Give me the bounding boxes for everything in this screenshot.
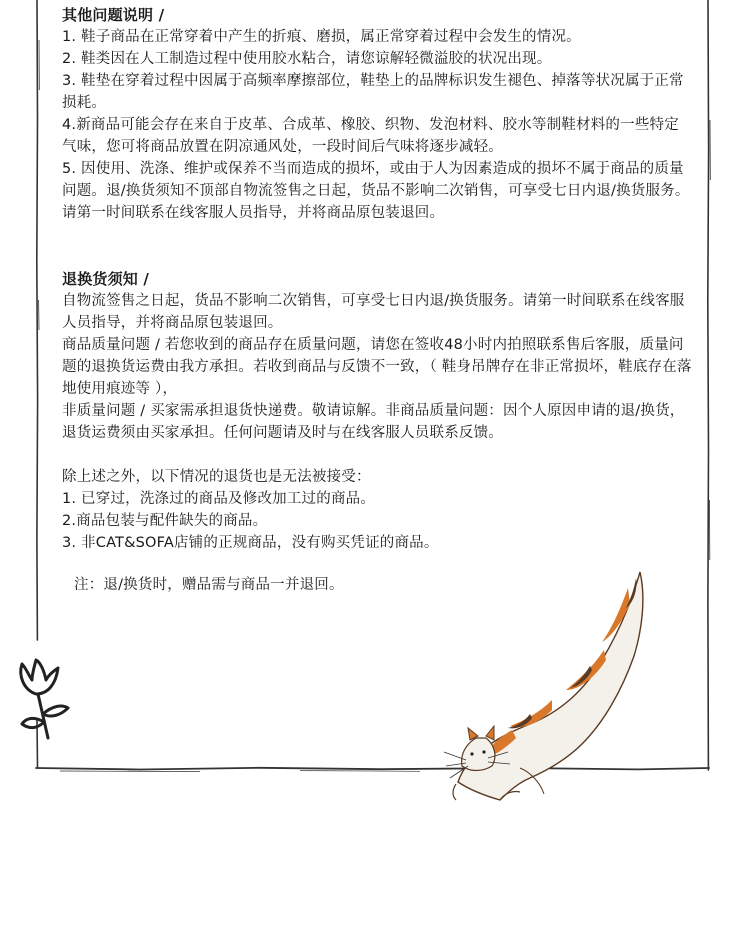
section-title-other-issues: 其他问题说明 / [62, 6, 165, 24]
other-issue-item-2: 2. 鞋类因在人工制造过程中使用胶水粘合，请您谅解轻微溢胶的状况出现。 [62, 51, 552, 67]
return-policy-paragraph-2: 商品质量问题 / 若您收到的商品存在质量问题，请您在签收48小时内拍照联系售后客服，质量问题的退换货运费由我方承担。若收到商品与反馈不一致，（ 鞋身吊牌存在非正常损坏，鞋底存在落地使用痕迹等 ）， [62, 337, 692, 397]
tulip-doodle-icon [21, 660, 68, 738]
exclusions-intro: 除上述之外，以下情况的退货也是无法被接受： [62, 469, 371, 485]
other-issue-item-4: 4.新商品可能会存在来自于皮革、合成革、橡胶、织物、发泡材料、胶水等制鞋材料的一些特定气味，您可将商品放置在阴凉通风处，一段时间后气味将逐步减轻。 [62, 117, 679, 155]
gift-return-note: 注：退/换货时，赠品需与商品一并退回。 [74, 577, 344, 593]
policy-content [62, 4, 692, 596]
section-title-return-policy: 退换货须知 / [62, 270, 150, 288]
other-issue-item-3: 3. 鞋垫在穿着过程中因属于高频率摩擦部位，鞋垫上的品牌标识发生褪色、掉落等状况属于正常损耗。 [62, 73, 684, 111]
return-policy-paragraph-1: 自物流签售之日起，货品不影响二次销售，可享受七日内退/换货服务。请第一时间联系在线客服人员指导，并将商品原包装退回。 [62, 293, 685, 331]
exclusion-item-3: 3. 非CAT&SOFA店铺的正规商品，没有购买凭证的商品。 [62, 535, 439, 551]
other-issue-item-5: 5. 因使用、洗涤、维护或保养不当而造成的损坏，或由于人为因素造成的损坏不属于商品的质量问题。退/换货须知不顶部自物流签售之日起，货品不影响二次销售，可享受七日内退/换货服务。请第一时间联系在线客服人员指导，并将商品原包装退回。 [62, 161, 690, 221]
return-policy-paragraph-3: 非质量问题 / 买家需承担退货快递费。敬请谅解。非商品质量问题：因个人原因申请的退/换货，退货运费须由买家承担。任何问题请及时与在线客服人员联系反馈。 [62, 403, 685, 441]
other-issue-item-1: 1. 鞋子商品在正常穿着中产生的折痕、磨损，属正常穿着过程中会发生的情况。 [62, 29, 581, 45]
exclusion-item-1: 1. 已穿过，洗涤过的商品及修改加工过的商品。 [62, 491, 376, 507]
calico-cat-illustration [444, 572, 643, 800]
exclusion-item-2: 2.商品包装与配件缺失的商品。 [62, 513, 268, 529]
